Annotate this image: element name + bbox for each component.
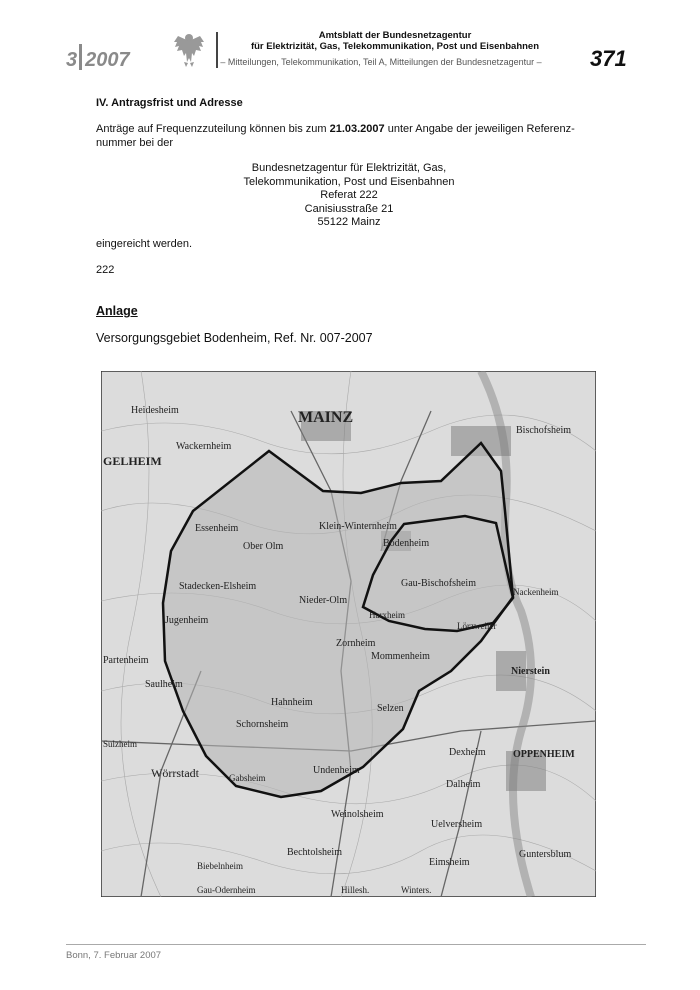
label-ober-olm: Ober Olm [243,541,284,552]
annex-caption: Versorgungsgebiet Bodenheim, Ref. Nr. 007-2007 [96,331,373,345]
address-line: 55122 Mainz [317,216,381,228]
address-line: Referat 222 [320,189,378,201]
paragraph-text-line2: nummer bei der [96,137,174,149]
page-number: 371 [590,46,627,71]
label-bischofsheim: Bischofsheim [516,425,571,436]
label-harxheim: Harxheim [369,610,405,620]
label-saulheim: Saulheim [145,679,183,690]
address-line: Bundesnetzagentur für Elektrizität, Gas, [251,162,447,174]
paragraph-text: Anträge auf Frequenzzuteilung können bis zum [96,123,330,135]
label-nieder-olm: Nieder-Olm [299,595,348,606]
coverage-map [101,371,596,897]
label-gau-bischofsheim: Gau-Bischofsheim [401,578,476,589]
deadline-date: 21.03.2007 [329,123,385,135]
address-block [96,162,602,230]
label-hahnheim: Hahnheim [271,697,313,708]
label-bechtolsheim: Bechtolsheim [287,847,342,858]
label-partenheim: Partenheim [103,655,149,666]
annex-heading: Anlage [96,304,138,318]
label-zornheim: Zornheim [336,638,376,649]
deadline-paragraph [96,122,616,150]
footer-divider [66,944,646,945]
label-jugenheim: Jugenheim [165,615,209,626]
issue-label [66,44,130,72]
journal-title-line1: Amtsblatt der Bundesnetzagentur [318,30,472,41]
label-biebelnheim: Biebelnheim [197,861,243,871]
label-oppenheim: OPPENHEIM [513,749,575,760]
label-gelheim: GELHEIM [103,454,162,468]
label-dalheim: Dalheim [446,779,481,790]
label-sulzheim: Sulzheim [103,739,137,749]
label-schornsheim: Schornsheim [236,719,289,730]
label-gabsheim: Gabsheim [229,773,266,783]
label-loerzweiler: Lörzweiler [457,621,497,631]
issue-number: 3 [66,49,78,71]
label-weinolsheim: Weinolsheim [331,809,384,820]
label-eimsheim: Eimsheim [429,857,470,868]
label-heidesheim: Heidesheim [131,405,179,416]
label-uelversheim: Uelversheim [431,819,483,830]
label-mommenheim: Mommenheim [371,651,430,662]
label-dexheim: Dexheim [449,747,486,758]
label-nackenheim: Nackenheim [513,587,559,597]
address-line: Canisiusstraße 21 [304,202,394,215]
label-woerrstadt: Wörrstadt [151,766,199,780]
submitted-text: eingereicht werden. [96,238,193,250]
journal-title-line2: für Elektrizität, Gas, Telekommunikation, Post und Eisenbahnen [250,41,540,52]
label-guntersblum: Guntersblum [519,849,572,860]
label-wackernheim: Wackernheim [176,441,232,452]
label-gau-odernheim: Gau-Odernheim [197,885,256,895]
label-bodenheim: Bodenheim [383,538,430,549]
issue-divider [79,44,82,70]
label-mainz: MAINZ [298,409,354,426]
label-undenheim: Undenheim [313,765,360,776]
journal-subtitle: – Mitteilungen, Telekommunikation, Teil A, Mitteilungen der Bundesnetzagentur – [220,57,542,67]
issue-year: 2007 [85,49,130,71]
label-hillesheim: Hillesh. [341,885,370,895]
paragraph-text-cont: unter Angabe der jeweiligen Referenz- [384,123,575,135]
federal-eagle-icon [172,30,206,68]
address-line: Telekommunikation, Post und Eisenbahnen [243,175,455,188]
journal-title [230,30,560,52]
footer-text: Bonn, 7. Februar 2007 [66,950,162,961]
label-klein-winternheim: Klein-Winternheim [319,521,397,532]
label-wintersheim: Winters. [401,885,432,895]
label-nierstein: Nierstein [511,666,550,677]
label-essenheim: Essenheim [195,523,239,534]
label-stadecken-elsheim: Stadecken-Elsheim [179,581,257,592]
section-heading: IV. Antragsfrist und Adresse [96,97,243,109]
reference-code: 222 [96,264,115,276]
label-selzen: Selzen [377,703,404,714]
